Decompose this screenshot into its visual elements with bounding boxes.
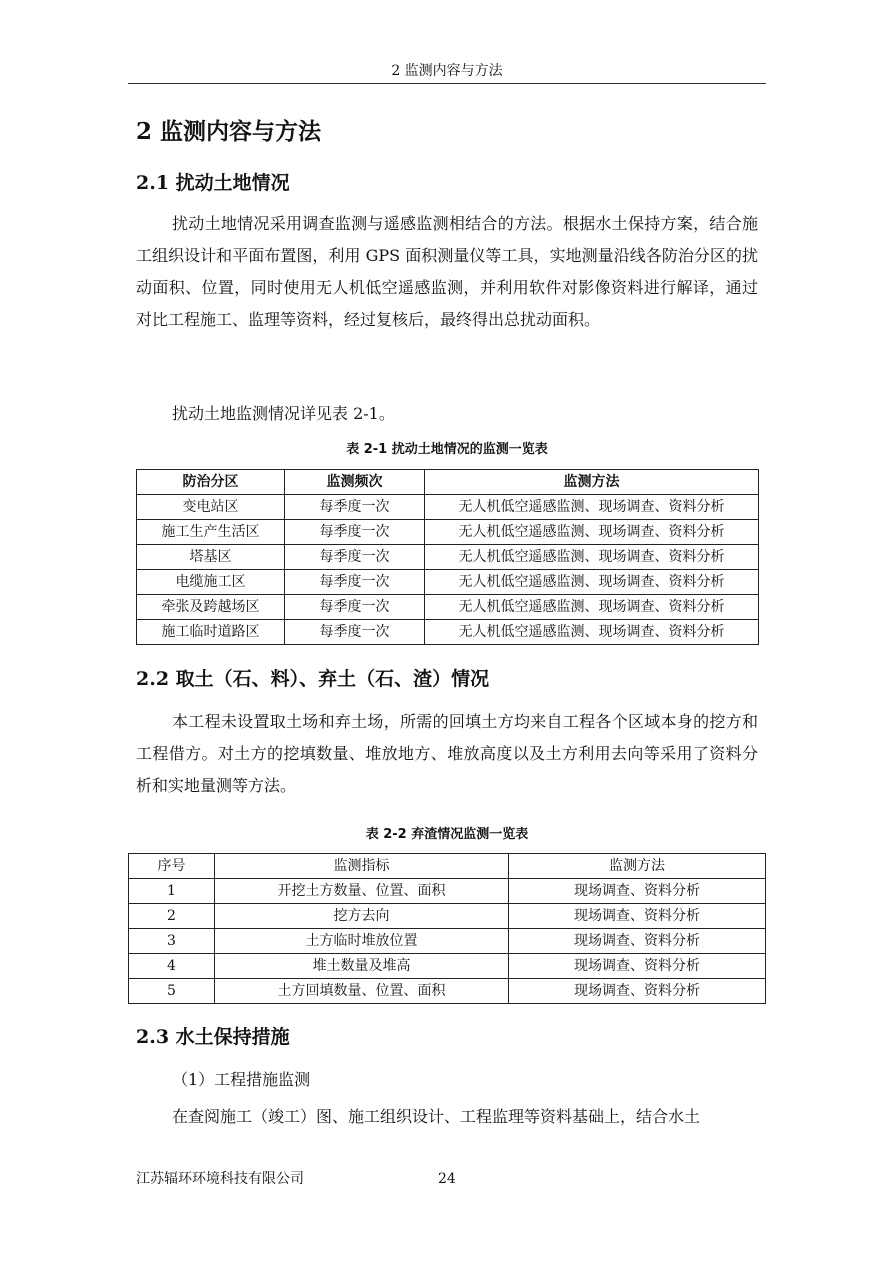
- table-header-row: [137, 470, 759, 495]
- table-cell: 每季度一次: [285, 495, 425, 520]
- table-row: [137, 570, 759, 595]
- table-header-row: [129, 854, 766, 879]
- table-cell: 无人机低空遥感监测、现场调查、资料分析: [425, 520, 759, 545]
- table-row: [129, 879, 766, 904]
- section-2-2-title: 2.2 取土（石、料）、弃土（石、渣）情况: [136, 668, 490, 690]
- table-row: [129, 954, 766, 979]
- table-cell: 无人机低空遥感监测、现场调查、资料分析: [425, 595, 759, 620]
- table-cell: 变电站区: [137, 495, 285, 520]
- table-cell: 无人机低空遥感监测、现场调查、资料分析: [425, 570, 759, 595]
- table-cell: 每季度一次: [285, 595, 425, 620]
- table-header-cell: 监测方法: [425, 470, 759, 495]
- table-row: [129, 979, 766, 1004]
- table-cell: 塔基区: [137, 545, 285, 570]
- section-2-3-paragraph: 在查阅施工（竣工）图、施工组织设计、工程监理等资料基础上，结合水土: [172, 1107, 701, 1126]
- table-cell: 每季度一次: [285, 520, 425, 545]
- table-cell: 每季度一次: [285, 620, 425, 645]
- table-row: [129, 904, 766, 929]
- section-2-1-table-reference: 扰动土地监测情况详见表 2-1。: [172, 404, 395, 423]
- table-cell: 施工临时道路区: [137, 620, 285, 645]
- table-2-2-caption: 表 2-2 弃渣情况监测一览表: [365, 827, 529, 842]
- footer-company: 江苏辐环环境科技有限公司: [136, 1171, 304, 1187]
- table-cell: 4: [129, 954, 215, 979]
- table-header-cell: 序号: [129, 854, 215, 879]
- table-header-cell: 防治分区: [137, 470, 285, 495]
- table-cell: 3: [129, 929, 215, 954]
- table-cell: 每季度一次: [285, 570, 425, 595]
- table-cell: 土方临时堆放位置: [215, 929, 509, 954]
- table-cell: 每季度一次: [285, 545, 425, 570]
- table-cell: 无人机低空遥感监测、现场调查、资料分析: [425, 495, 759, 520]
- table-row: [137, 620, 759, 645]
- table-2-1: [136, 469, 759, 645]
- table-cell: 现场调查、资料分析: [509, 879, 766, 904]
- table-row: [137, 595, 759, 620]
- table-row: [137, 545, 759, 570]
- table-row: [137, 495, 759, 520]
- table-cell: 土方回填数量、位置、面积: [215, 979, 509, 1004]
- table-2-2: [128, 853, 766, 1004]
- section-2-3-item-1: （1）工程措施监测: [172, 1070, 311, 1089]
- table-row: [129, 929, 766, 954]
- table-cell: 现场调查、资料分析: [509, 929, 766, 954]
- section-2-1-paragraph: 扰动土地情况采用调查监测与遥感监测相结合的方法。根据水土保持方案，结合施工组织设计和平面布置图，利用 GPS 面积测量仪等工具，实地测量沿线各防治分区的扰动面积、位置，同时使用无人机低空遥感监测，并利用软件对影像资料进行解译，通过对比工程施工、监理等资料，经过复核后，最终得出总扰动面积。: [136, 214, 758, 329]
- table-cell: 无人机低空遥感监测、现场调查、资料分析: [425, 620, 759, 645]
- section-2-2-paragraph: 本工程未设置取土场和弃土场，所需的回填土方均来自工程各个区域本身的挖方和工程借方。对土方的挖填数量、堆放地方、堆放高度以及土方利用去向等采用了资料分析和实地量测等方法。: [136, 712, 758, 795]
- table-header-cell: 监测方法: [509, 854, 766, 879]
- table-cell: 堆土数量及堆高: [215, 954, 509, 979]
- table-cell: 开挖土方数量、位置、面积: [215, 879, 509, 904]
- table-cell: 牵张及跨越场区: [137, 595, 285, 620]
- table-cell: 5: [129, 979, 215, 1004]
- table-row: [137, 520, 759, 545]
- table-cell: 挖方去向: [215, 904, 509, 929]
- table-cell: 现场调查、资料分析: [509, 904, 766, 929]
- header-rule: [128, 83, 766, 84]
- running-header: 2 监测内容与方法: [391, 63, 503, 79]
- table-cell: 现场调查、资料分析: [509, 954, 766, 979]
- table-cell: 电缆施工区: [137, 570, 285, 595]
- chapter-title: 2 监测内容与方法: [136, 118, 322, 145]
- table-cell: 现场调查、资料分析: [509, 979, 766, 1004]
- table-2-1-caption: 表 2-1 扰动土地情况的监测一览表: [346, 442, 548, 457]
- table-cell: 1: [129, 879, 215, 904]
- table-cell: 无人机低空遥感监测、现场调查、资料分析: [425, 545, 759, 570]
- table-cell: 2: [129, 904, 215, 929]
- section-2-1-title: 2.1 扰动土地情况: [136, 172, 290, 194]
- table-cell: 施工生产生活区: [137, 520, 285, 545]
- section-2-3-title: 2.3 水土保持措施: [136, 1026, 290, 1048]
- table-header-cell: 监测频次: [285, 470, 425, 495]
- page-number: 24: [438, 1171, 456, 1187]
- table-header-cell: 监测指标: [215, 854, 509, 879]
